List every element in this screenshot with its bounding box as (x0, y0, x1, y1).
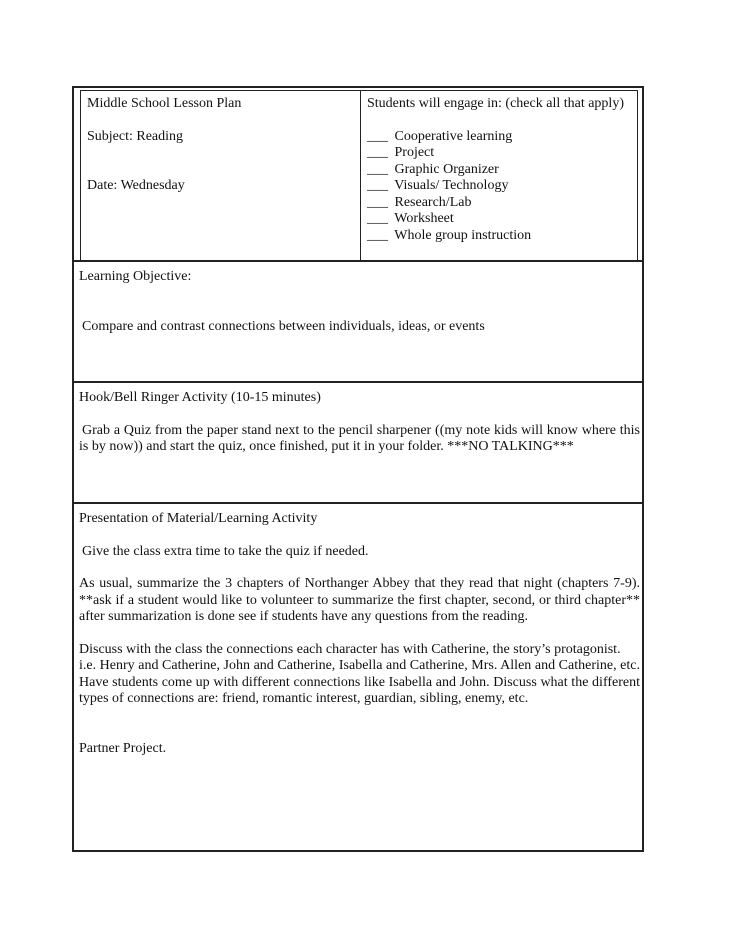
hook-text: Grab a Quiz from the paper stand next to the pencil sharpener ((my note kids will know where this is by now)) and start the quiz, once finished, put it in your folder. ***NO TALKING*** (79, 422, 640, 454)
learning-objective-section (74, 262, 642, 383)
engagement-column (361, 91, 638, 260)
presentation-paragraph-1: Give the class extra time to take the quiz if needed. (82, 543, 369, 559)
header-row (74, 88, 642, 262)
checklist-item[interactable]: ___ Graphic Organizer (367, 161, 499, 177)
presentation-paragraph-2: As usual, summarize the 3 chapters of Northanger Abbey that they read that night (chapters 7-9). **ask if a student would like to volunteer to summarize the first chapter, second, or third chapter** after summarization is done see if students have any questions from the reading. (79, 576, 640, 624)
objective-heading: Learning Objective: (79, 269, 192, 284)
checklist-item[interactable]: ___ Whole group instruction (367, 227, 532, 243)
check-blank[interactable]: ___ (367, 178, 388, 193)
checklist-item[interactable]: ___ Project (367, 145, 435, 160)
hook-activity-section (74, 383, 642, 504)
presentation-heading: Presentation of Material/Learning Activity (79, 511, 318, 526)
presentation-paragraph-3-line-1: Discuss with the class the connections each character has with Catherine, the story’s protagonist. (79, 641, 621, 657)
check-blank[interactable]: ___ (367, 128, 388, 144)
subject-line: Subject: Reading (87, 128, 184, 144)
date-line: Date: Wednesday (87, 178, 185, 193)
plan-title: Middle School Lesson Plan (87, 96, 242, 111)
check-blank[interactable]: ___ (367, 161, 388, 177)
objective-text: Compare and contrast connections between individuals, ideas, or events (82, 318, 485, 334)
presentation-paragraph-4: Partner Project. (79, 740, 167, 756)
presentation-paragraph-3-rest: i.e. Henry and Catherine, John and Catherine, Isabella and Catherine, Mrs. Allen and Catherine, etc. Have students come up with different connections like Isabella and John. Discuss what the different types of connections are: friend, romantic interest, guardian, sibling, enemy, etc. (79, 658, 640, 706)
presentation-section (74, 504, 642, 850)
checklist-item[interactable]: ___ Research/Lab (367, 194, 472, 210)
check-blank[interactable]: ___ (367, 145, 388, 160)
engage-checklist (367, 129, 632, 245)
hook-heading: Hook/Bell Ringer Activity (10-15 minutes) (79, 390, 321, 405)
checklist-item[interactable]: ___ Visuals/ Technology (367, 178, 509, 193)
check-blank[interactable]: ___ (367, 194, 388, 210)
lesson-plan-table (72, 86, 644, 852)
presentation-paragraph-3 (79, 642, 642, 708)
plan-info-column (81, 91, 361, 260)
header-inner-box (80, 90, 638, 260)
engage-heading: Students will engage in: (check all that apply) (367, 96, 624, 111)
checklist-item[interactable]: ___ Worksheet (367, 211, 454, 226)
check-blank[interactable]: ___ (367, 227, 388, 243)
checklist-item[interactable]: ___ Cooperative learning (367, 128, 513, 144)
check-blank[interactable]: ___ (367, 211, 388, 226)
